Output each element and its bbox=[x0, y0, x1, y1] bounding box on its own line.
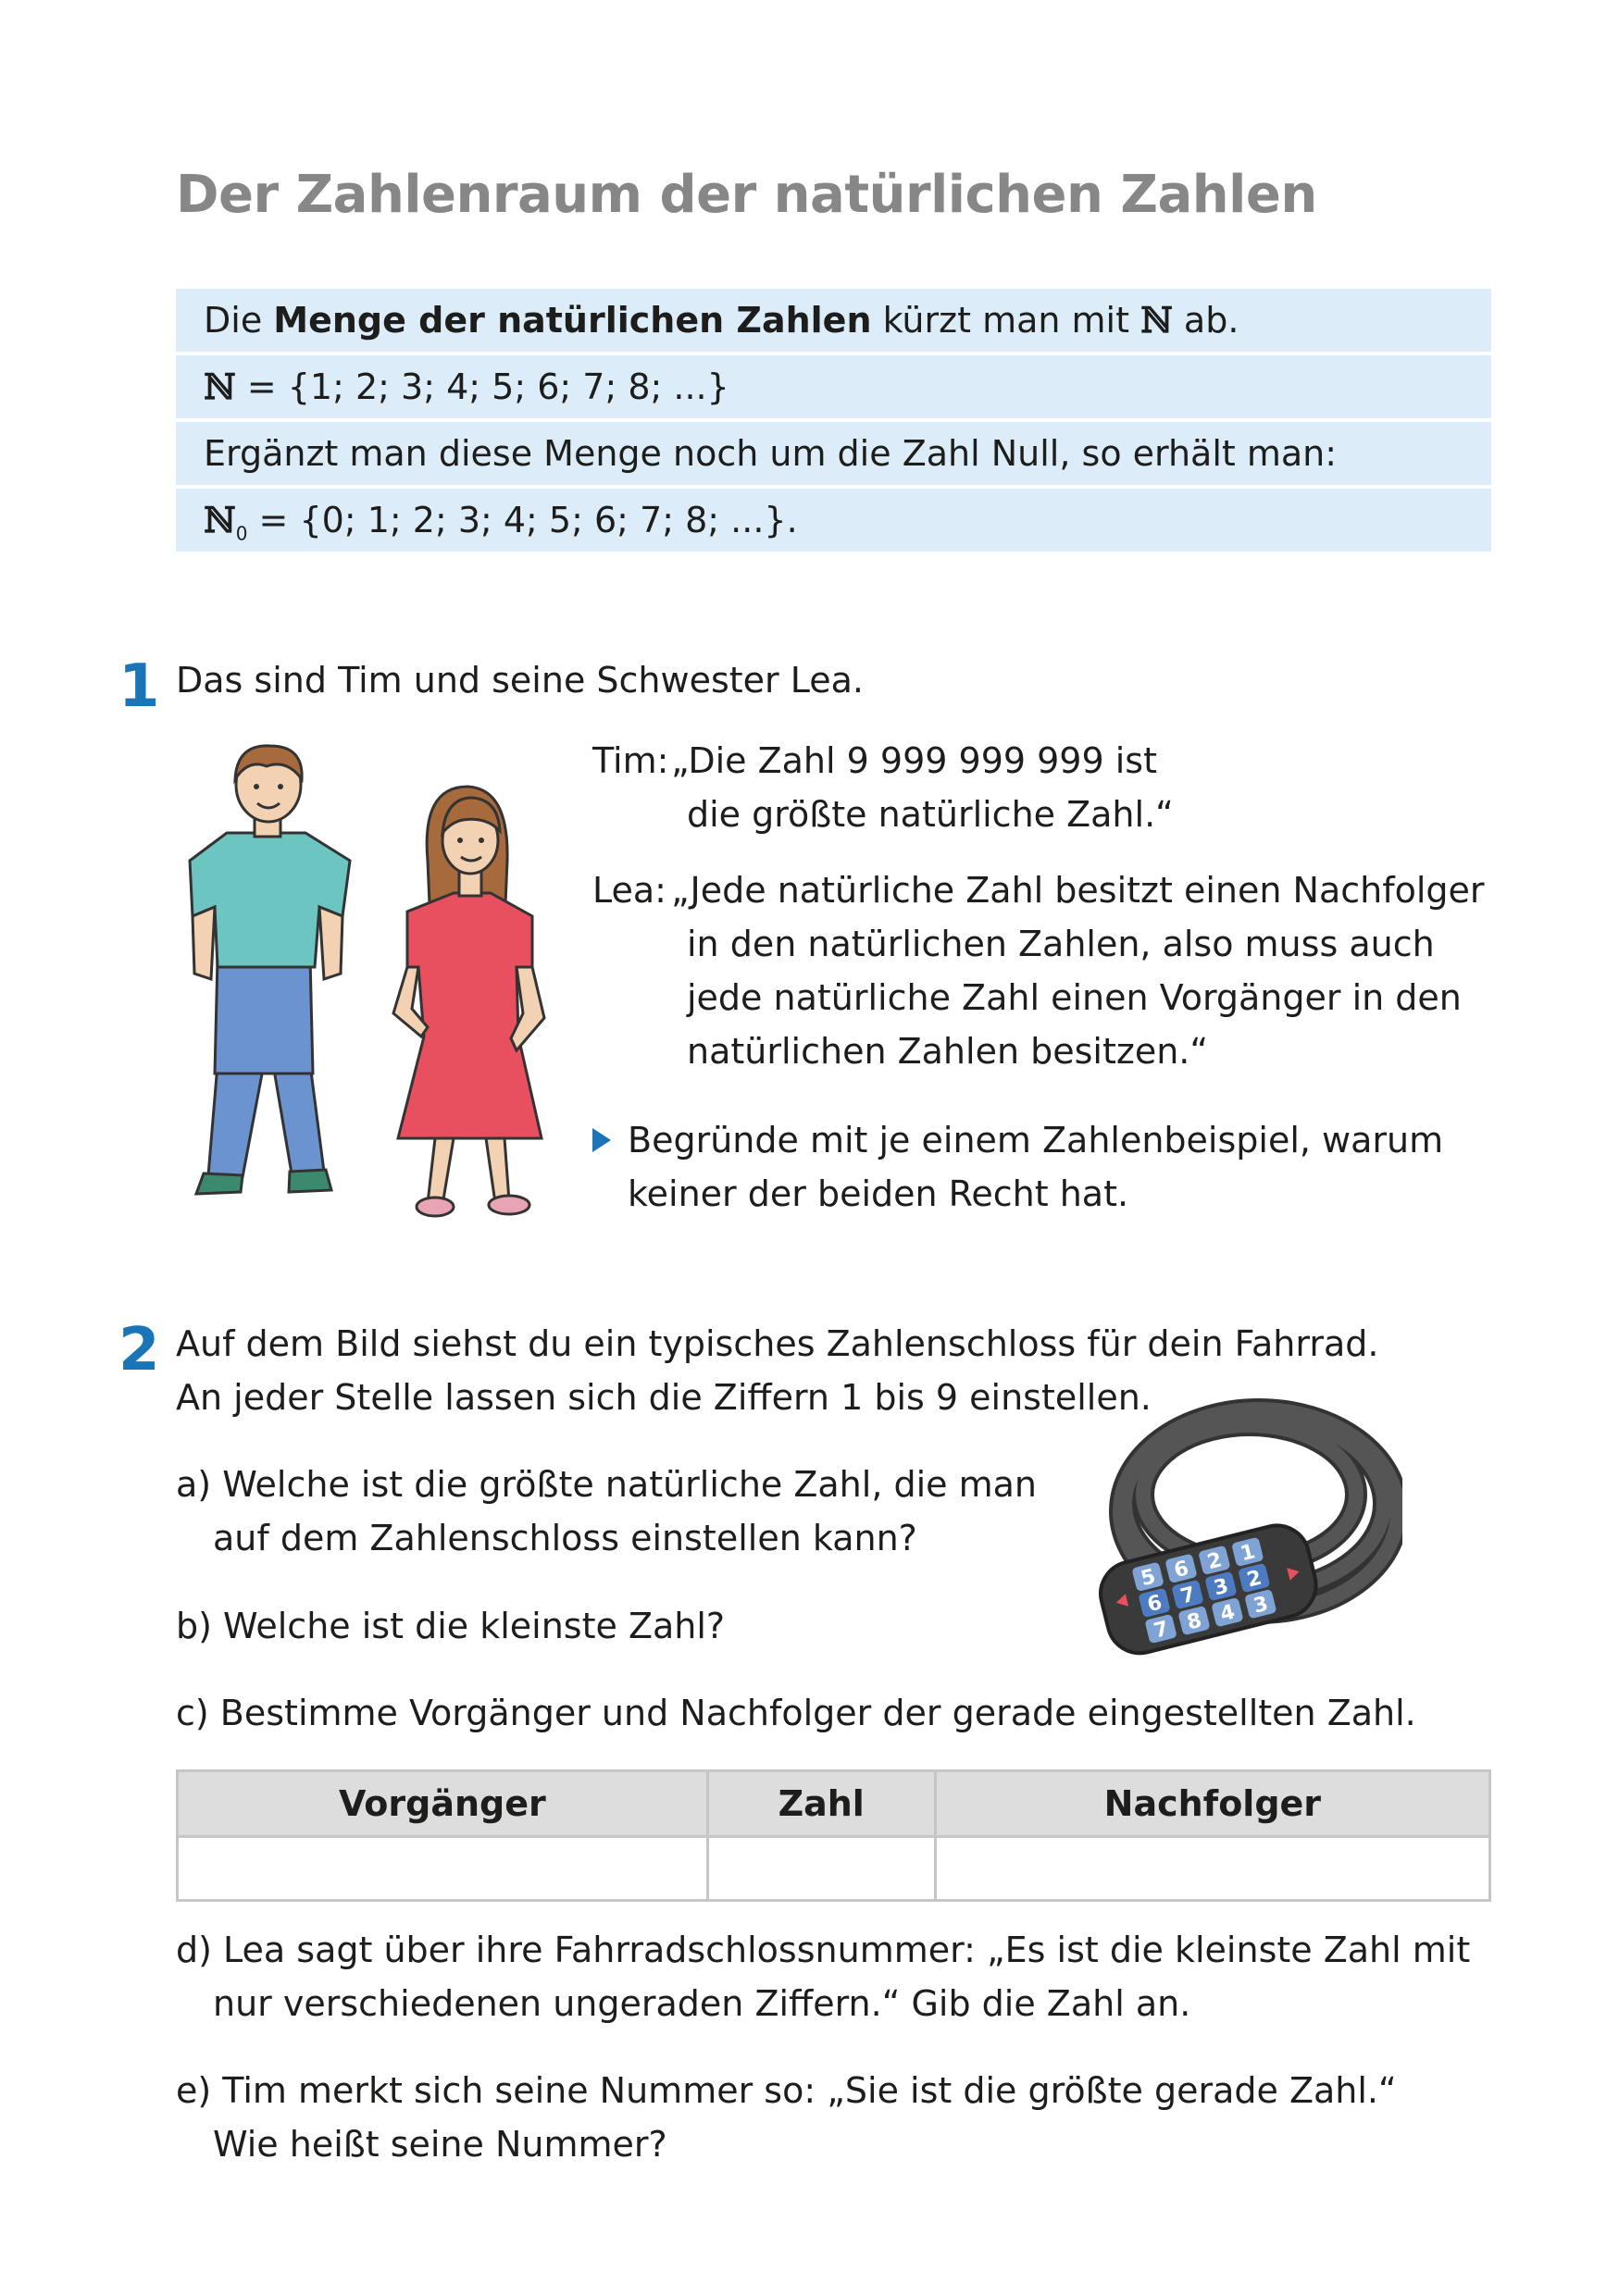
definition-box bbox=[176, 289, 1491, 555]
lea-quote-line-1: „Jede natürliche Zahl besitzt einen Nachfolger bbox=[671, 870, 1485, 911]
task2-intro-line-1: Auf dem Bild siehst du ein typisches Zahlenschloss für dein Fahrrad. bbox=[176, 1323, 1379, 1364]
tim-figure bbox=[190, 746, 350, 1194]
task2-a-line-1: a) Welche ist die größte natürliche Zahl, die man bbox=[176, 1464, 1037, 1505]
task1-instruction-line-1: Begründe mit je einem Zahlenbeispiel, warum bbox=[628, 1120, 1444, 1160]
header-nachfolger: Nachfolger bbox=[935, 1771, 1489, 1837]
task-number-2: 2 bbox=[118, 1316, 160, 1384]
table-row bbox=[178, 1837, 1490, 1901]
lea-figure bbox=[393, 787, 544, 1216]
lea-quote-line-3: jede natürliche Zahl einen Vorgänger in den bbox=[687, 977, 1462, 1018]
lock-digit: 6 bbox=[1171, 1557, 1191, 1583]
task2-intro-line-2: An jeder Stelle lassen sich die Ziffern 1 bis 9 einstellen. bbox=[176, 1377, 1152, 1418]
subscript-zero: 0 bbox=[235, 522, 248, 545]
lea-speaker: Lea: bbox=[592, 870, 666, 911]
header-vorgaenger: Vorgänger bbox=[178, 1771, 708, 1837]
lock-digit: 4 bbox=[1217, 1600, 1238, 1627]
header-zahl: Zahl bbox=[707, 1771, 935, 1837]
bike-lock-illustration bbox=[1069, 1384, 1402, 1661]
lock-digit: 3 bbox=[1251, 1592, 1271, 1619]
lock-digit: 7 bbox=[1177, 1582, 1198, 1609]
natural-numbers-symbol: ℕ bbox=[1140, 299, 1173, 341]
cell-vorgaenger[interactable] bbox=[178, 1837, 708, 1901]
lock-digit: 7 bbox=[1152, 1617, 1171, 1644]
task2-e-line-2: Wie heißt seine Nummer? bbox=[213, 2124, 667, 2165]
task2-d-line-2: nur verschiedenen ungeraden Ziffern.“ Gib die Zahl an. bbox=[213, 1983, 1191, 2024]
table-header-row bbox=[178, 1771, 1490, 1837]
task2-d-line-1: d) Lea sagt über ihre Fahrradschlossnummer: „Es ist die kleinste Zahl mit bbox=[176, 1930, 1471, 1970]
natural-numbers-symbol: ℕ bbox=[204, 366, 236, 407]
lock-digit: 8 bbox=[1184, 1608, 1204, 1635]
lock-digit: 1 bbox=[1238, 1540, 1258, 1567]
task2-e-line-1: e) Tim merkt sich seine Nummer so: „Sie ist die größte gerade Zahl.“ bbox=[176, 2070, 1397, 2111]
tim-quote-line-1: „Die Zahl 9 999 999 999 ist bbox=[671, 740, 1157, 781]
task-number-1: 1 bbox=[118, 652, 160, 721]
cell-nachfolger[interactable] bbox=[935, 1837, 1489, 1901]
task2-b: b) Welche ist die kleinste Zahl? bbox=[176, 1606, 726, 1646]
predecessor-successor-table bbox=[176, 1769, 1491, 1902]
lock-digit: 6 bbox=[1144, 1591, 1164, 1618]
cell-zahl[interactable] bbox=[707, 1837, 935, 1901]
task2-a-line-2: auf dem Zahlenschloss einstellen kann? bbox=[213, 1518, 917, 1558]
lea-quote-line-4: natürlichen Zahlen besitzen.“ bbox=[687, 1031, 1209, 1072]
instruction-arrow-icon bbox=[592, 1128, 611, 1152]
definition-row-3: Ergänzt man diese Menge noch um die Zahl Null, so erhält man: bbox=[176, 422, 1491, 485]
lock-digit: 2 bbox=[1244, 1566, 1264, 1593]
tim-quote-line-2: die größte natürliche Zahl.“ bbox=[687, 794, 1174, 835]
bold-term: Menge der natürlichen Zahlen bbox=[273, 300, 872, 341]
definition-row-4: ℕ$_0$ = {0; 1; 2; 3; 4; 5; 6; 7; 8; ...}. bbox=[176, 489, 1491, 552]
tim-and-lea-illustration bbox=[185, 731, 574, 1231]
tim-speaker: Tim: bbox=[592, 740, 669, 781]
lock-digit: 3 bbox=[1211, 1574, 1231, 1601]
natural-numbers-symbol: ℕ bbox=[204, 499, 236, 540]
task2-c: c) Bestimme Vorgänger und Nachfolger der gerade eingestellten Zahl. bbox=[176, 1693, 1416, 1733]
task1-intro: Das sind Tim und seine Schwester Lea. bbox=[176, 660, 864, 701]
page-title: Der Zahlenraum der natürlichen Zahlen bbox=[176, 165, 1317, 225]
task1-instruction-line-2: keiner der beiden Recht hat. bbox=[628, 1173, 1129, 1214]
definition-row-2: ℕ = {1; 2; 3; 4; 5; 6; 7; 8; ...} bbox=[176, 355, 1491, 418]
lea-quote-line-2: in den natürlichen Zahlen, also muss auch bbox=[687, 924, 1435, 964]
lock-digit: 2 bbox=[1204, 1548, 1225, 1575]
definition-row-1: Die Menge der natürlichen Zahlen kürzt man mit ℕ ab. bbox=[176, 289, 1491, 352]
lock-digit: 5 bbox=[1138, 1565, 1158, 1592]
